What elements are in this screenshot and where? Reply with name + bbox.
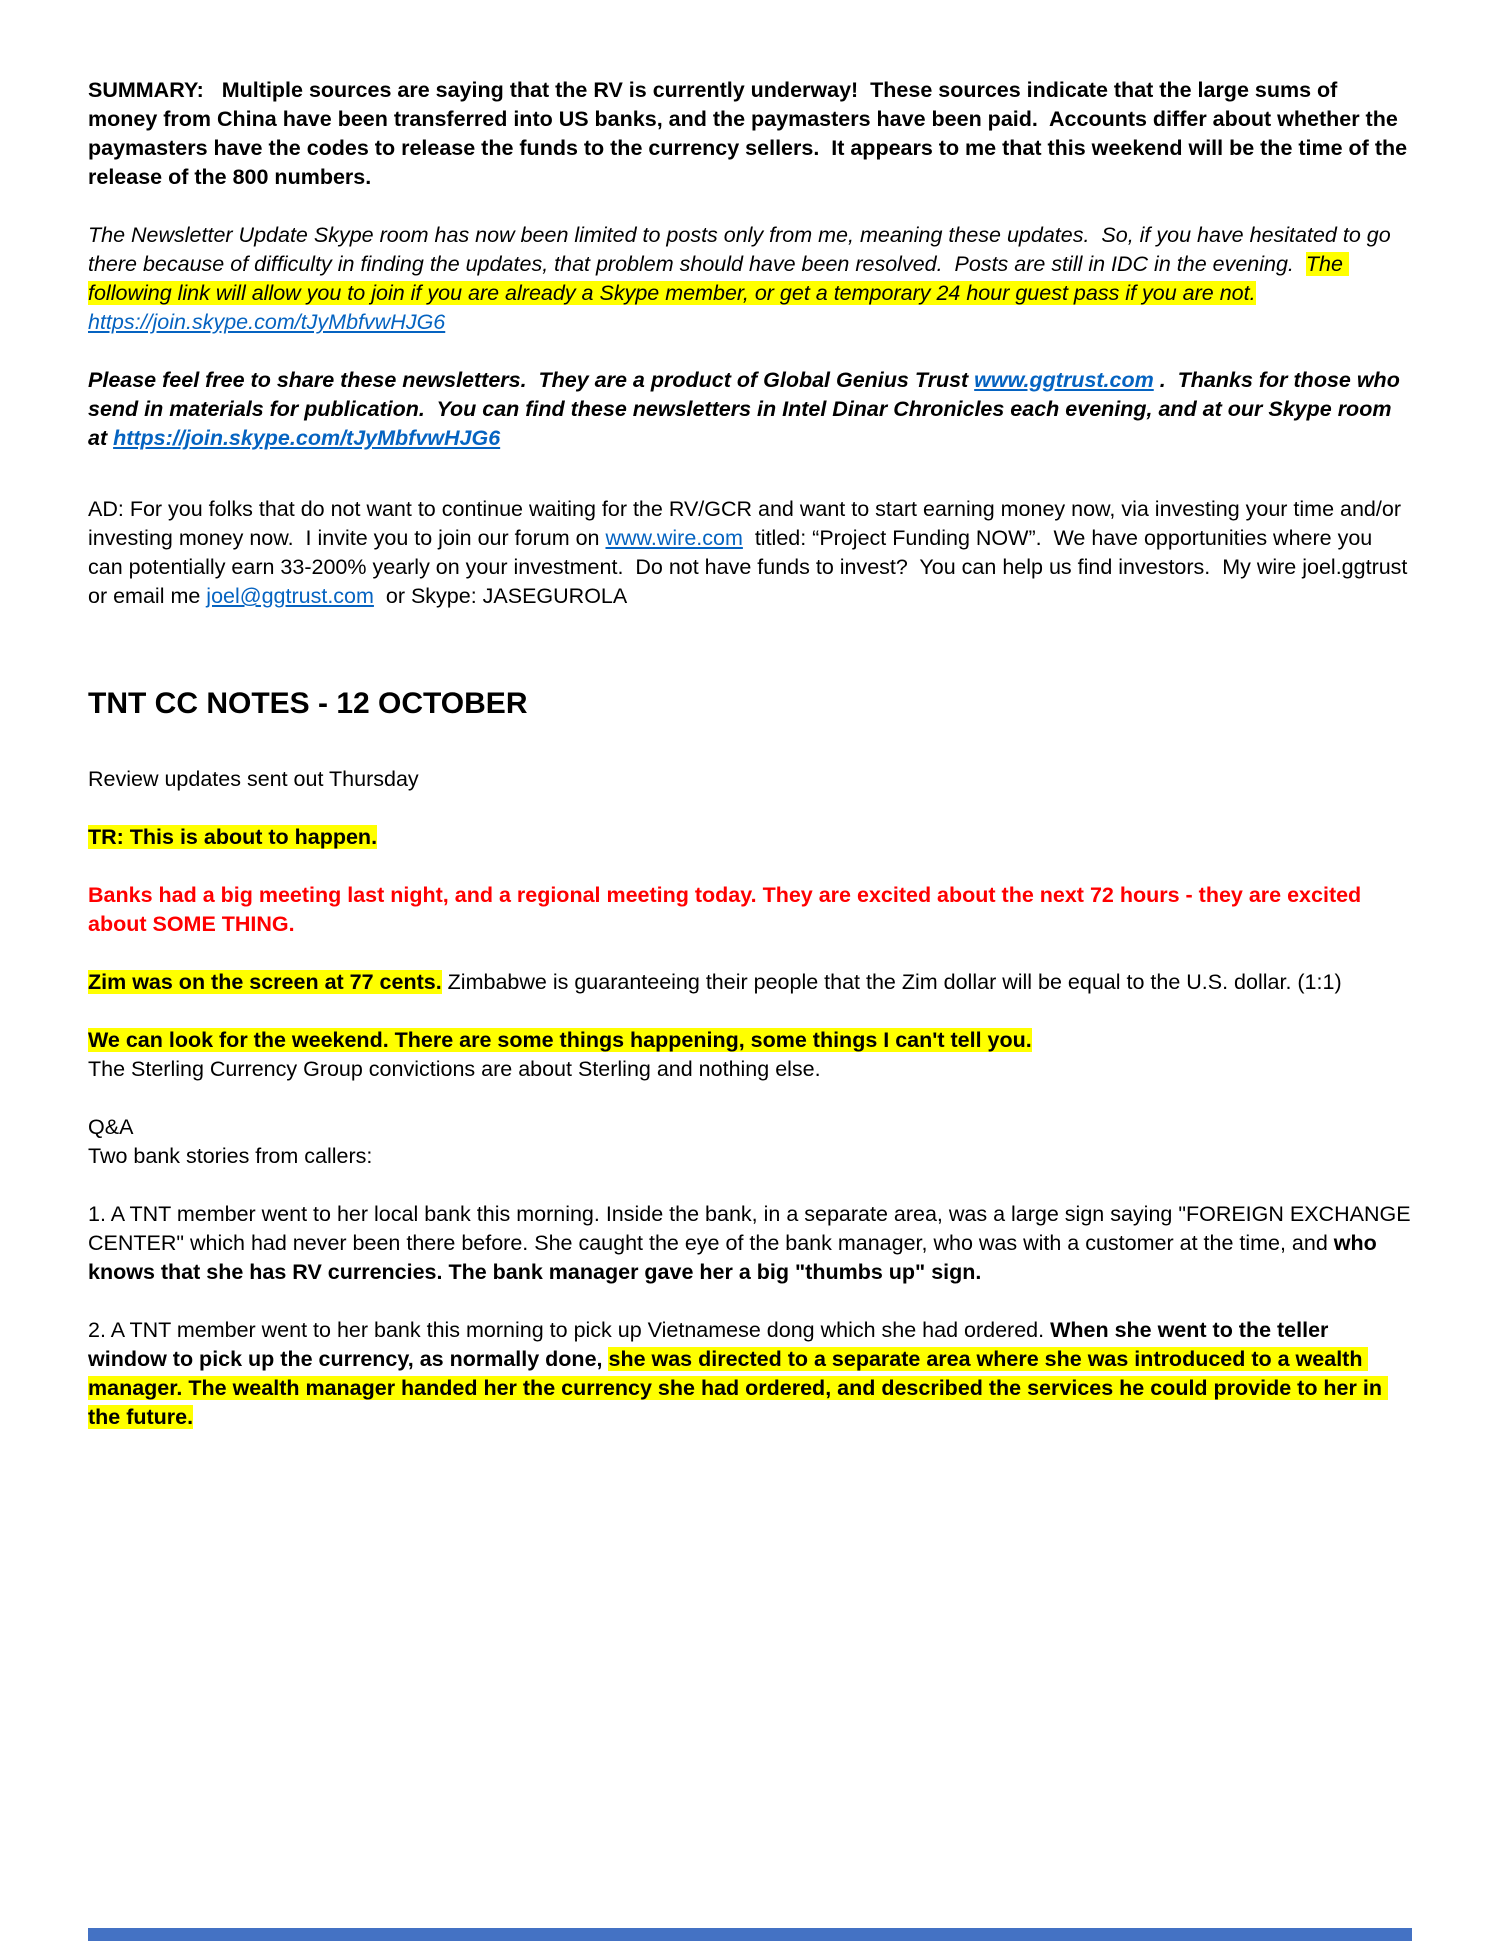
share-text-1: Please feel free to share these newsletters. They are a product of Global Genius Trust (88, 368, 975, 392)
qa-paragraph (88, 1113, 1412, 1171)
skype-join-link[interactable]: https://join.skype.com/tJyMbfvwHJG6 (88, 310, 446, 334)
story2-bold-text: When she went to the teller window to pick up the currency, as normally done, (88, 1318, 1335, 1371)
review-paragraph (88, 765, 1412, 794)
story2-bold-highlight-text: she was directed to a separate area where she was introduced to a wealth manager. The wealth manager handed her the currency she had ordered, and described the services he could provide to her in the future. (88, 1347, 1388, 1429)
notes-heading: TNT CC NOTES - 12 OCTOBER (88, 687, 528, 720)
skype-update-highlight: The following link will allow you to join if you are already a Skype member, or get a temporary 24 hour guest pass if you are not. (88, 252, 1349, 305)
ggtrust-link[interactable]: www.ggtrust.com (974, 368, 1154, 392)
weekend-highlight-text: We can look for the weekend. There are some things happening, some things I can't tell you. (88, 1028, 1032, 1052)
ad-text-2: titled: “Project Funding NOW”. We have opportunities where you can potentially earn 33-200% yearly on your investment. Do not have funds to invest? You can help us find investors. My wire joel.ggtrust or email me (88, 526, 1414, 608)
banks-red-text: Banks had a big meeting last night, and a regional meeting today. They are excited about the next 72 hours - they are excited about SOME THING. (88, 883, 1368, 936)
summary-text: SUMMARY: Multiple sources are saying that the RV is currently underway! These sources indicate that the large sums of money from China have been transferred into US banks, and the paymasters have been paid. Accounts differ about whether the paymasters have the codes to release the funds to the currency sellers. It appears to me that this weekend will be the time of the release of the 800 numbers. (88, 78, 1414, 189)
email-link[interactable]: joel@ggtrust.com (206, 584, 374, 608)
ad-text-1: AD: For you folks that do not want to continue waiting for the RV/GCR and want to start earning money now, via investing your time and/or investing money now. I invite you to join our forum on (88, 497, 1407, 550)
zim-paragraph (88, 968, 1412, 997)
summary-paragraph (88, 76, 1412, 192)
share-paragraph (88, 366, 1412, 453)
story1-paragraph (88, 1200, 1417, 1287)
skype-room-link[interactable]: https://join.skype.com/tJyMbfvwHJG6 (113, 426, 501, 450)
zim-rest-text: Zimbabwe is guaranteeing their people that the Zim dollar will be equal to the U.S. dollar. (1:1) (441, 970, 1342, 994)
qa-label: Q&A (88, 1115, 134, 1139)
ad-paragraph (88, 495, 1412, 611)
share-text-2: . Thanks for those who send in materials for publication. You can find these newsletters in Intel Dinar Chronicles each evening, and at our Skype room at (88, 368, 1406, 450)
sterling-text: The Sterling Currency Group convictions are about Sterling and nothing else. (88, 1057, 821, 1081)
story1-bold-text: who knows that she has RV currencies. The bank manager gave her a big "thumbs up" sign. (88, 1231, 1383, 1284)
story2-paragraph (88, 1316, 1412, 1432)
tr-paragraph (88, 823, 1412, 852)
skype-update-intro: The Newsletter Update Skype room has now been limited to posts only from me, meaning these updates. So, if you have hesitated to go there because of difficulty in finding the updates, that problem should have been resolved. Posts are still in IDC in the evening. (88, 223, 1397, 276)
zim-highlight-text: Zim was on the screen at 77 cents. (88, 970, 442, 994)
skype-update-spacer (1256, 281, 1268, 305)
bottom-blue-bar (88, 1928, 1412, 1941)
skype-update-paragraph (88, 221, 1412, 337)
story1-text: 1. A TNT member went to her local bank this morning. Inside the bank, in a separate area, was a large sign saying "FOREIGN EXCHANGE CENTER" which had never been there before. She caught the eye of the bank manager, who was with a customer at the time, and (88, 1202, 1417, 1255)
qa-subline: Two bank stories from callers: (88, 1144, 373, 1168)
banks-paragraph (88, 881, 1412, 939)
wire-forum-link[interactable]: www.wire.com (605, 526, 743, 550)
ad-text-3: or Skype: JASEGUROLA (373, 584, 628, 608)
story2-text: 2. A TNT member went to her bank this morning to pick up Vietnamese dong which she had ordered. (88, 1318, 1051, 1342)
tr-highlight-text: TR: This is about to happen. (88, 825, 378, 849)
review-text: Review updates sent out Thursday (88, 767, 419, 791)
weekend-paragraph (88, 1026, 1412, 1084)
